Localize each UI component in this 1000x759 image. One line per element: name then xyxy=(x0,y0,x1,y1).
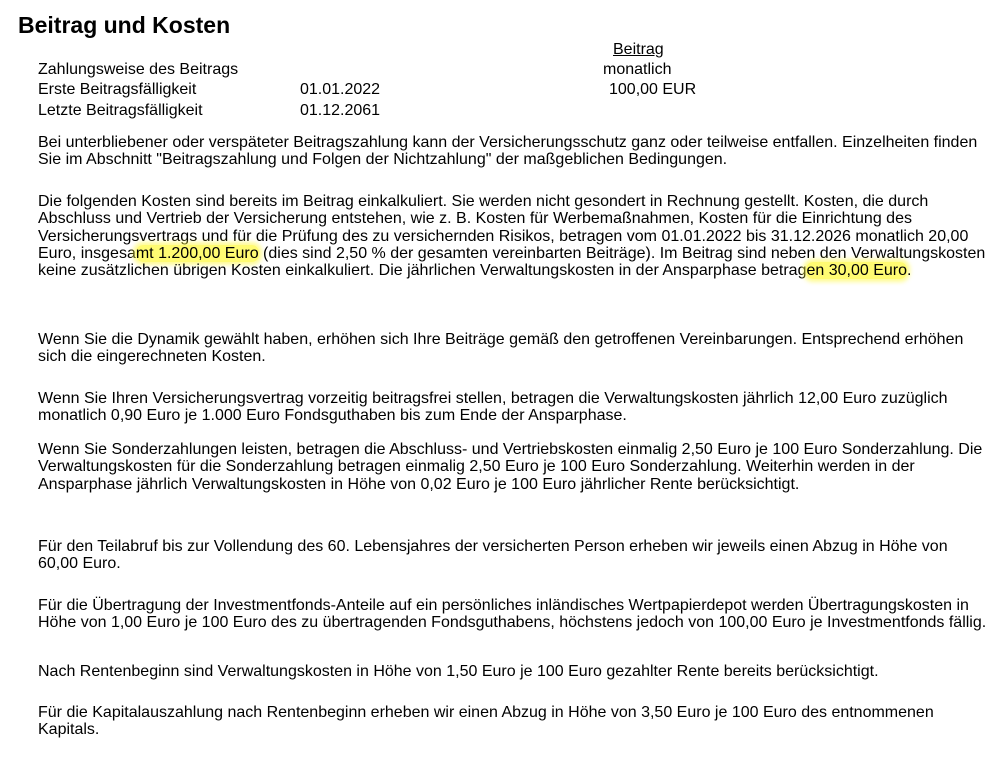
payment-mode-label: Zahlungsweise des Beitrags xyxy=(38,61,239,78)
paragraph-annuity-costs: Nach Rentenbeginn sind Verwaltungskosten in Höhe von 1,50 Euro je 100 Euro gezahlter Rente bereits berücksichtigt. xyxy=(38,663,879,680)
paragraph-capital-payout: Für die Kapitalauszahlung nach Rentenbeginn erheben wir einen Abzug in Höhe von 3,50 Euro je 100 Euro des entnommenen Kapitals. xyxy=(38,704,934,739)
included-costs-text-3: . xyxy=(907,262,912,280)
paragraph-premium-free: Wenn Sie Ihren Versicherungsvertrag vorzeitig beitragsfrei stellen, betragen die Verwaltungskosten jährlich 12,00 Euro zuzüglich monatlich 0,90 Euro je 1.000 Euro Fondsguthaben bis zum Ende der Ansparphase. xyxy=(38,390,948,425)
included-costs-text-2: (dies sind 2,50 % der gesamten vereinbarten Beiträge). Im Beitrag sind neben den Verwaltungskosten keine zusätzlichen übrigen Kosten einkalkuliert. Die jährlichen Verwaltungskosten in der Ansparphase betrag xyxy=(38,244,986,280)
paragraph-included-costs xyxy=(38,193,988,279)
contribution-column-header: Beitrag xyxy=(613,41,664,58)
payment-mode-value: monatlich xyxy=(603,61,672,78)
paragraph-fund-transfer: Für die Übertragung der Investmentfonds-Anteile auf ein persönliches inländisches Wertpapierdepot werden Übertragungskosten in Höhe von 1,00 Euro je 100 Euro des zu übertragenden Fondsguthabens, höchstens jedoch von 100,00 Euro je Investmentfonds fällig. xyxy=(38,597,987,632)
section-title: Beitrag und Kosten xyxy=(18,12,231,38)
highlight-admin-costs: en 30,00 Euro xyxy=(806,262,907,280)
highlight-total-costs: mt 1.200,00 Euro xyxy=(135,244,259,262)
paragraph-dynamics: Wenn Sie die Dynamik gewählt haben, erhöhen sich Ihre Beiträge gemäß den getroffenen Vereinbarungen. Entsprechend erhöhen sich die eingerechneten Kosten. xyxy=(38,331,964,366)
last-due-date: 01.12.2061 xyxy=(300,102,381,119)
contribution-amount: 100,00 EUR xyxy=(609,81,697,98)
first-due-label: Erste Beitragsfälligkeit xyxy=(38,81,197,98)
last-due-label: Letzte Beitragsfälligkeit xyxy=(38,102,203,119)
paragraph-partial-withdrawal: Für den Teilabruf bis zur Vollendung des 60. Lebensjahres der versicherten Person erheben wir jeweils einen Abzug in Höhe von 60,00 Euro. xyxy=(38,538,948,573)
paragraph-late-payment: Bei unterbliebener oder verspäteter Beitragszahlung kann der Versicherungsschutz ganz oder teilweise entfallen. Einzelheiten finden Sie im Abschnitt "Beitragszahlung und Folgen der Nichtzahlung" der maßgeblichen Bedingungen. xyxy=(38,134,978,169)
paragraph-special-payments: Wenn Sie Sonderzahlungen leisten, betragen die Abschluss- und Vertriebskosten einmalig 2,50 Euro je 100 Euro Sonderzahlung. Die Verwaltungskosten für die Sonderzahlung betragen einmalig 2,50 Euro je 100 Euro Sonderzahlung. Weiterhin werden in der Ansparphase jährlich Verwaltungskosten in Höhe von 0,02 Euro je 100 Euro jährlicher Rente berücksichtigt. xyxy=(38,441,983,493)
included-costs-text-1: Die folgenden Kosten sind bereits im Beitrag einkalkuliert. Sie werden nicht gesondert in Rechnung gestellt. Kosten, die durch Abschluss und Vertrieb der Versicherung entstehen, wie z. B. Kosten für Werbemaßnahmen, Kosten für die Einrichtung des Versicherungsvertrags und für die Prüfung des zu versichernden Risikos, betragen vom 01.01.2022 bis 31.12.2026 monatlich 20,00 Euro, insgesa xyxy=(38,193,969,262)
first-due-date: 01.01.2022 xyxy=(300,81,381,98)
